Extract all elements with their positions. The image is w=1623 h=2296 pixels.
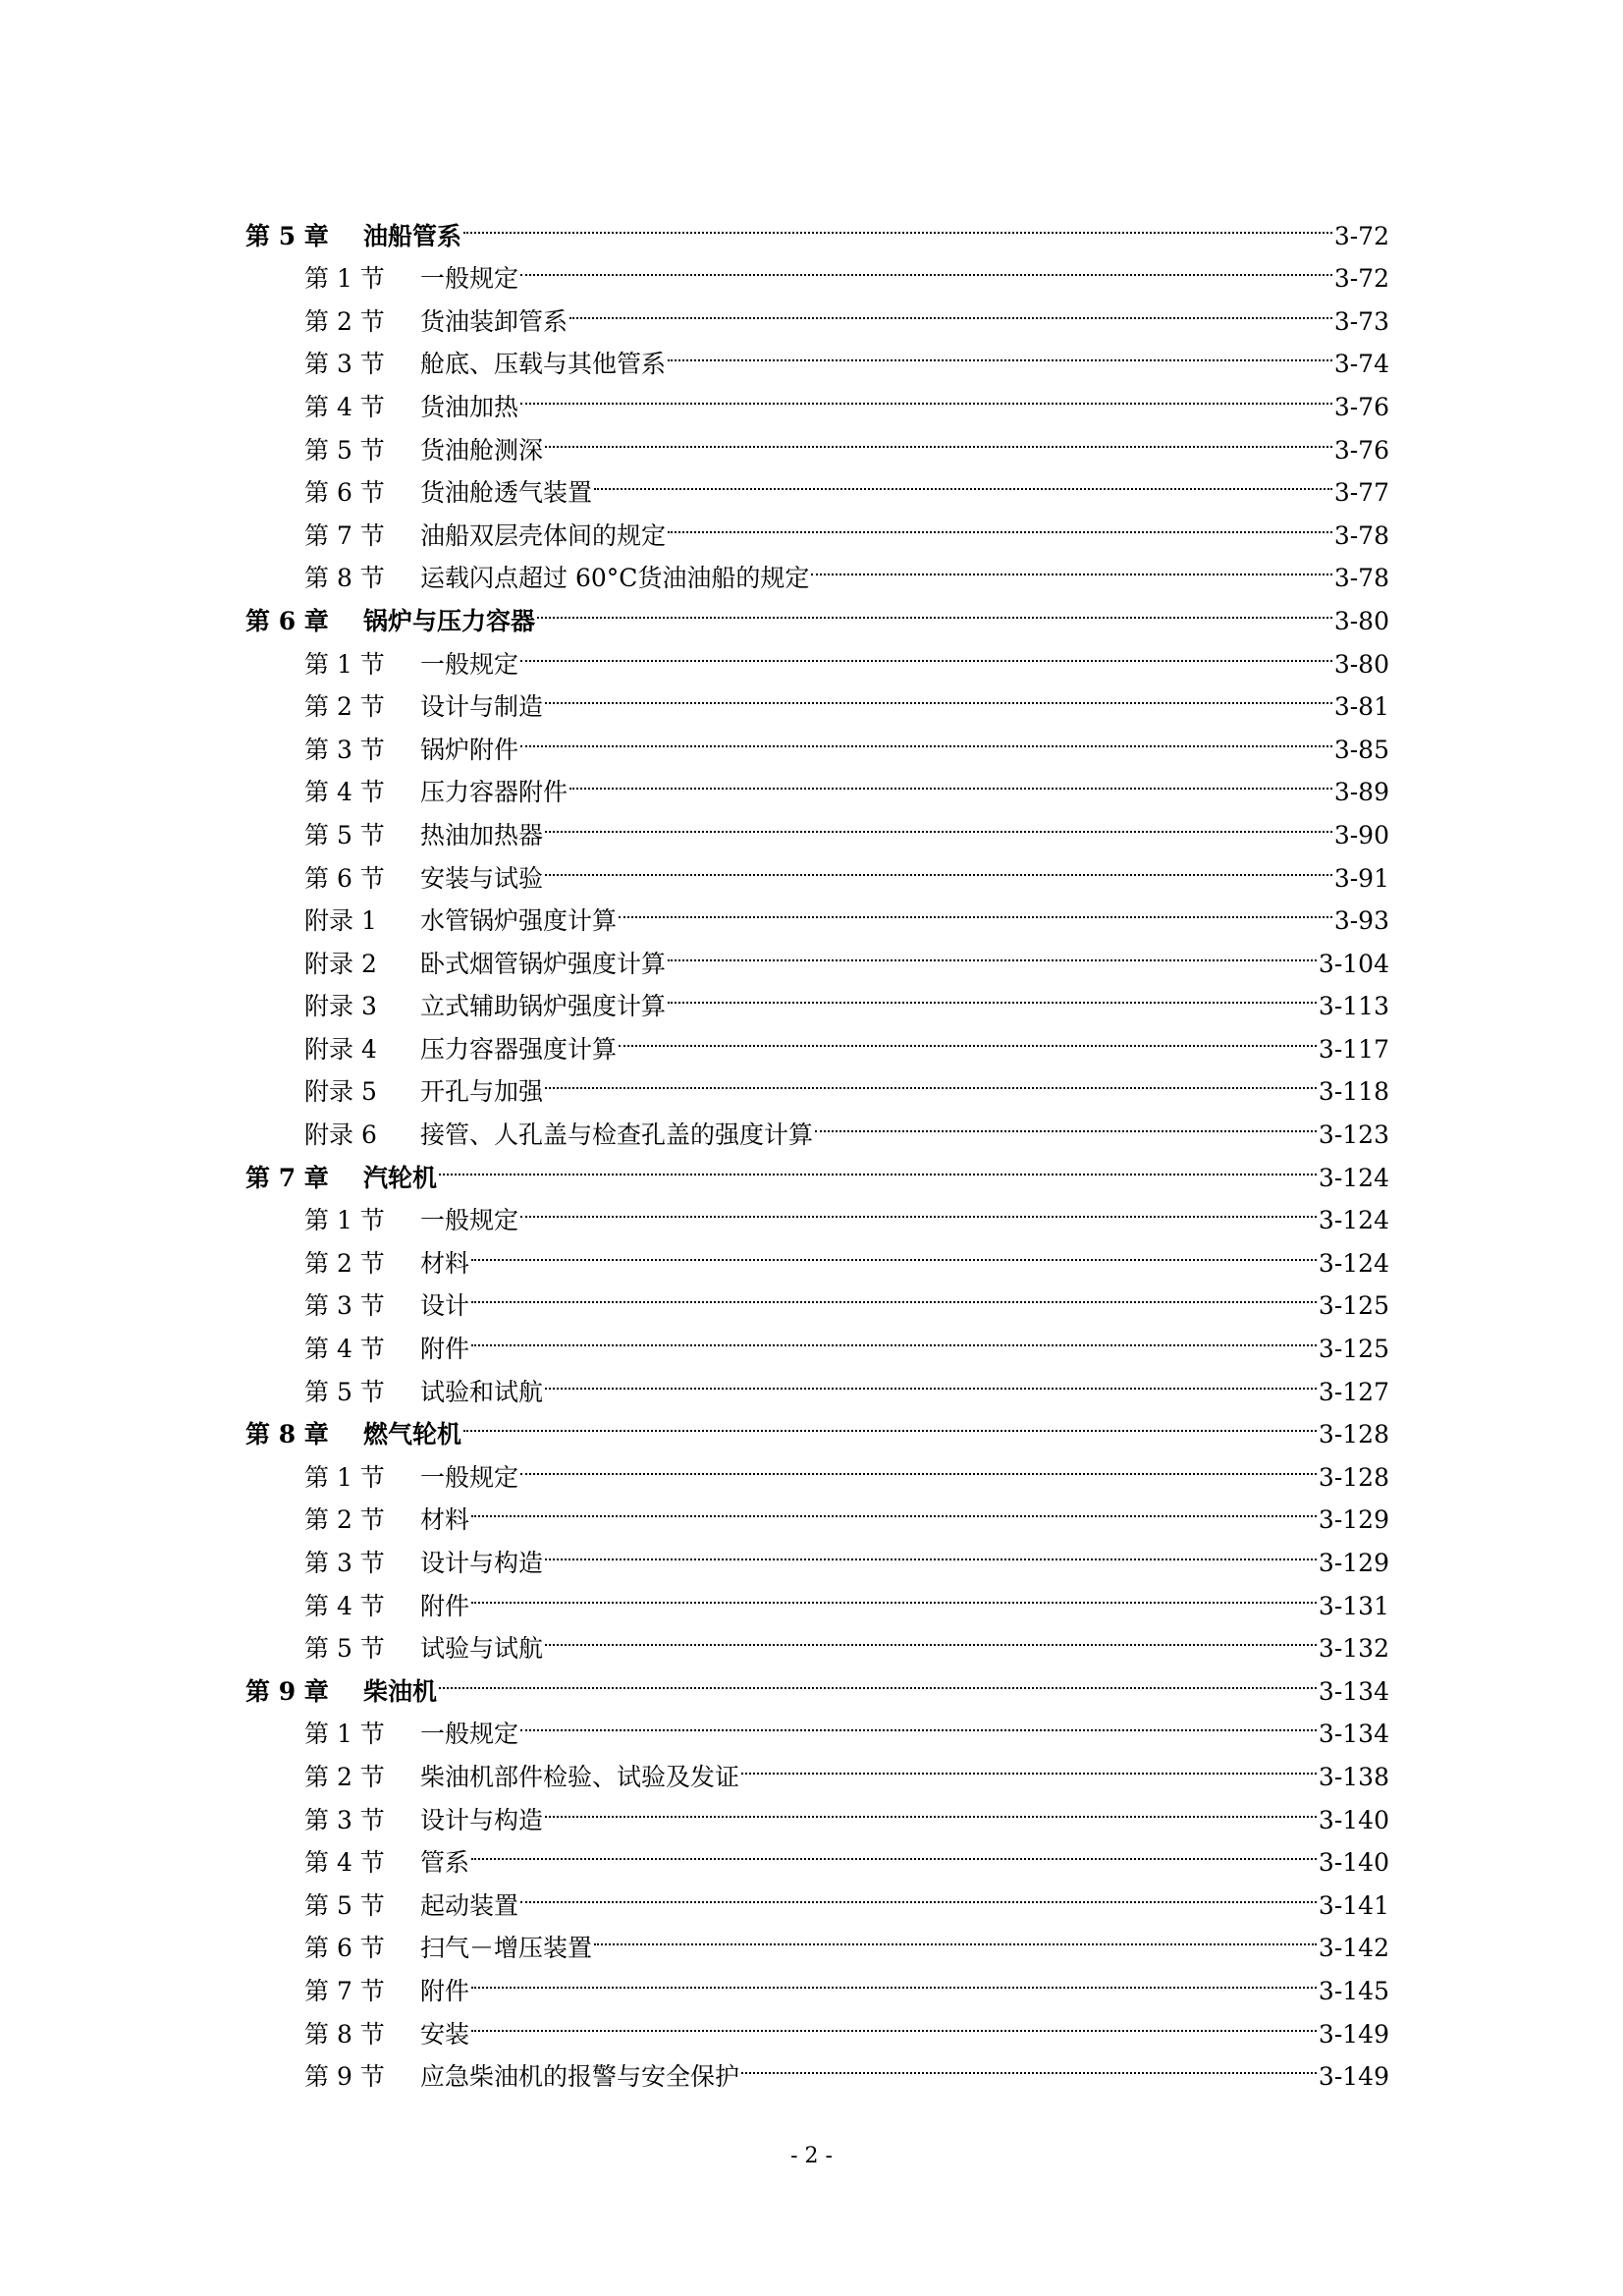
entry-title: 燃气轮机 — [363, 1420, 462, 1449]
entry-page-number: 3-80 — [1333, 649, 1389, 679]
dot-leader — [463, 1400, 1317, 1444]
table-of-contents — [245, 201, 1389, 2092]
entry-title: 柴油机部件检验、试验及发证 — [420, 1762, 740, 1791]
entry-title: 附件 — [420, 1976, 470, 2005]
entry-page-number: 3-125 — [1318, 1335, 1389, 1364]
entry-number: 附录 3 — [304, 992, 377, 1021]
entry-number: 第 8 章 — [245, 1420, 329, 1449]
dot-leader — [815, 1100, 1317, 1143]
dot-leader — [471, 1486, 1317, 1529]
entry-page-number: 3-72 — [1333, 221, 1389, 250]
entry-number: 第 1 节 — [304, 264, 385, 294]
entry-page-number: 3-132 — [1318, 1634, 1389, 1664]
entry-page-number: 3-149 — [1318, 2062, 1389, 2092]
entry-title: 一般规定 — [420, 649, 519, 679]
entry-page-number: 3-113 — [1318, 992, 1389, 1021]
entry-number: 第 2 节 — [304, 1762, 385, 1791]
dot-leader — [545, 1614, 1317, 1658]
entry-title: 货油舱测深 — [420, 435, 544, 465]
entry-number: 第 8 节 — [304, 2019, 385, 2049]
entry-title: 开孔与加强 — [420, 1077, 544, 1107]
dot-leader — [545, 1785, 1317, 1829]
entry-title: 水管锅炉强度计算 — [420, 906, 618, 936]
entry-page-number: 3-91 — [1333, 863, 1389, 893]
entry-page-number: 3-93 — [1333, 906, 1389, 936]
dot-leader — [520, 245, 1332, 288]
entry-title: 货油加热 — [420, 392, 519, 421]
entry-title: 一般规定 — [420, 1720, 519, 1749]
dot-leader — [520, 715, 1332, 758]
entry-title: 汽轮机 — [363, 1163, 438, 1192]
dot-leader — [439, 1143, 1317, 1186]
entry-number: 第 6 节 — [304, 1934, 385, 1963]
dot-leader — [594, 1914, 1317, 1957]
entry-number: 第 3 节 — [304, 350, 385, 379]
entry-page-number: 3-72 — [1333, 264, 1389, 294]
entry-number: 第 5 章 — [245, 221, 329, 250]
entry-number: 第 5 节 — [304, 1634, 385, 1664]
dot-leader — [594, 459, 1332, 502]
entry-page-number: 3-81 — [1333, 692, 1389, 722]
dot-leader — [668, 972, 1317, 1015]
entry-title: 设计 — [420, 1291, 470, 1321]
entry-page-number: 3-118 — [1318, 1077, 1389, 1107]
dot-leader — [471, 1229, 1317, 1272]
dot-leader — [545, 673, 1332, 716]
entry-page-number: 3-76 — [1333, 435, 1389, 465]
entry-page-number: 3-78 — [1333, 520, 1389, 550]
entry-title: 锅炉附件 — [420, 735, 519, 764]
dot-leader — [569, 758, 1332, 801]
entry-title: 压力容器附件 — [420, 778, 568, 807]
entry-number: 附录 1 — [304, 906, 377, 936]
entry-number: 第 5 节 — [304, 820, 385, 849]
dot-leader — [463, 201, 1332, 245]
dot-leader — [545, 844, 1332, 887]
entry-number: 第 2 节 — [304, 1248, 385, 1278]
entry-page-number: 3-124 — [1318, 1248, 1389, 1278]
entry-number: 第 1 节 — [304, 1206, 385, 1235]
entry-number: 第 2 节 — [304, 306, 385, 336]
dot-leader — [520, 1700, 1317, 1743]
dot-leader — [471, 1571, 1317, 1614]
dot-leader — [520, 1186, 1317, 1230]
dot-leader — [668, 330, 1332, 373]
entry-number: 第 1 节 — [304, 649, 385, 679]
toc-chapter-entry[interactable] — [245, 201, 1389, 250]
entry-title: 材料 — [420, 1248, 470, 1278]
entry-page-number: 3-140 — [1318, 1848, 1389, 1878]
entry-number: 第 6 节 — [304, 478, 385, 508]
entry-number: 第 8 节 — [304, 564, 385, 593]
entry-page-number: 3-123 — [1318, 1121, 1389, 1150]
dot-leader — [668, 929, 1317, 972]
entry-page-number: 3-90 — [1333, 820, 1389, 849]
entry-page-number: 3-128 — [1318, 1420, 1389, 1449]
entry-number: 第 6 章 — [245, 606, 329, 635]
dot-leader — [545, 1528, 1317, 1571]
dot-leader — [471, 1829, 1317, 1872]
dot-leader — [811, 544, 1331, 587]
entry-page-number: 3-128 — [1318, 1462, 1389, 1492]
entry-title: 附件 — [420, 1335, 470, 1364]
dot-leader — [545, 800, 1332, 844]
entry-number: 第 7 节 — [304, 520, 385, 550]
entry-page-number: 3-89 — [1333, 778, 1389, 807]
entry-number: 第 9 节 — [304, 2062, 385, 2092]
entry-title: 一般规定 — [420, 1462, 519, 1492]
dot-leader — [545, 1058, 1317, 1101]
entry-number: 第 1 节 — [304, 1462, 385, 1492]
dot-leader — [619, 1014, 1317, 1058]
entry-page-number: 3-124 — [1318, 1163, 1389, 1192]
dot-leader — [741, 2043, 1317, 2086]
entry-title: 油船管系 — [363, 221, 462, 250]
entry-title: 货油舱透气装置 — [420, 478, 593, 508]
entry-page-number: 3-74 — [1333, 350, 1389, 379]
entry-number: 附录 5 — [304, 1077, 377, 1107]
entry-page-number: 3-124 — [1318, 1206, 1389, 1235]
dot-leader — [545, 1357, 1317, 1400]
entry-title: 材料 — [420, 1505, 470, 1535]
dot-leader — [668, 501, 1332, 544]
entry-number: 第 7 节 — [304, 1976, 385, 2005]
entry-title: 一般规定 — [420, 264, 519, 294]
entry-title: 卧式烟管锅炉强度计算 — [420, 949, 667, 978]
entry-page-number: 3-149 — [1318, 2019, 1389, 2049]
entry-title: 试验和试航 — [420, 1377, 544, 1406]
entry-page-number: 3-129 — [1318, 1549, 1389, 1577]
entry-number: 第 5 节 — [304, 1377, 385, 1406]
entry-number: 第 4 节 — [304, 392, 385, 421]
entry-number: 第 1 节 — [304, 1720, 385, 1749]
entry-number: 第 4 节 — [304, 1591, 385, 1620]
entry-number: 第 7 章 — [245, 1163, 329, 1192]
entry-title: 舱底、压载与其他管系 — [420, 350, 667, 379]
dot-leader — [520, 1871, 1317, 1914]
dot-leader — [471, 1956, 1317, 1999]
entry-page-number: 3-73 — [1333, 306, 1389, 336]
entry-page-number: 3-134 — [1318, 1720, 1389, 1749]
entry-title: 管系 — [420, 1848, 470, 1878]
entry-title: 一般规定 — [420, 1206, 519, 1235]
entry-title: 压力容器强度计算 — [420, 1034, 618, 1064]
dot-leader — [520, 629, 1332, 673]
dot-leader — [439, 1657, 1317, 1700]
entry-number: 第 2 节 — [304, 1505, 385, 1535]
entry-title: 设计与构造 — [420, 1805, 544, 1834]
entry-page-number: 3-104 — [1318, 949, 1389, 978]
entry-number: 第 3 节 — [304, 1805, 385, 1834]
entry-number: 第 4 节 — [304, 1335, 385, 1364]
entry-title: 设计与制造 — [420, 692, 544, 722]
dot-leader — [619, 887, 1332, 930]
entry-title: 热油加热器 — [420, 820, 544, 849]
entry-title: 立式辅助锅炉强度计算 — [420, 992, 667, 1021]
entry-title: 锅炉与压力容器 — [363, 606, 536, 635]
entry-page-number: 3-80 — [1333, 606, 1389, 635]
entry-number: 第 5 节 — [304, 1890, 385, 1920]
entry-title: 接管、人孔盖与检查孔盖的强度计算 — [420, 1121, 814, 1150]
entry-title: 应急柴油机的报警与安全保护 — [420, 2062, 740, 2092]
dot-leader — [537, 586, 1332, 629]
dot-leader — [569, 287, 1332, 330]
entry-number: 第 9 章 — [245, 1676, 329, 1706]
entry-number: 第 2 节 — [304, 692, 385, 722]
entry-title: 货油装卸管系 — [420, 306, 568, 336]
dot-leader — [471, 1314, 1317, 1357]
entry-title: 安装 — [420, 2019, 470, 2049]
entry-number: 第 3 节 — [304, 735, 385, 764]
entry-title: 柴油机 — [363, 1676, 438, 1706]
entry-page-number: 3-134 — [1318, 1676, 1389, 1706]
entry-page-number: 3-76 — [1333, 392, 1389, 421]
entry-page-number: 3-141 — [1318, 1890, 1389, 1920]
page-number: - 2 - — [790, 2144, 833, 2168]
entry-page-number: 3-131 — [1318, 1591, 1389, 1620]
dot-leader — [471, 1999, 1317, 2043]
entry-page-number: 3-140 — [1318, 1805, 1389, 1834]
entry-page-number: 3-142 — [1318, 1934, 1389, 1963]
entry-number: 附录 6 — [304, 1121, 377, 1150]
entry-title: 附件 — [420, 1591, 470, 1620]
entry-title: 扫气－增压装置 — [420, 1934, 593, 1963]
entry-title: 运载闪点超过 60°C货油油船的规定 — [420, 564, 810, 593]
entry-number: 第 3 节 — [304, 1549, 385, 1577]
dot-leader — [545, 415, 1332, 459]
entry-number: 第 4 节 — [304, 778, 385, 807]
entry-number: 第 6 节 — [304, 863, 385, 893]
dot-leader — [520, 372, 1332, 415]
entry-title: 设计与构造 — [420, 1549, 544, 1577]
entry-page-number: 3-125 — [1318, 1291, 1389, 1321]
entry-title: 起动装置 — [420, 1890, 519, 1920]
entry-page-number: 3-77 — [1333, 478, 1389, 508]
entry-page-number: 3-138 — [1318, 1762, 1389, 1791]
entry-page-number: 3-117 — [1318, 1034, 1389, 1064]
entry-title: 油船双层壳体间的规定 — [420, 520, 667, 550]
entry-number: 第 5 节 — [304, 435, 385, 465]
entry-page-number: 3-129 — [1318, 1505, 1389, 1535]
entry-page-number: 3-145 — [1318, 1976, 1389, 2005]
entry-page-number: 3-127 — [1318, 1377, 1389, 1406]
entry-title: 试验与试航 — [420, 1634, 544, 1664]
entry-number: 第 4 节 — [304, 1848, 385, 1878]
dot-leader — [741, 1742, 1317, 1785]
entry-number: 附录 2 — [304, 949, 377, 978]
entry-title: 安装与试验 — [420, 863, 544, 893]
entry-page-number: 3-78 — [1333, 564, 1389, 593]
dot-leader — [520, 1443, 1317, 1486]
entry-number: 第 3 节 — [304, 1291, 385, 1321]
entry-number: 附录 4 — [304, 1034, 377, 1064]
entry-page-number: 3-85 — [1333, 735, 1389, 764]
dot-leader — [471, 1272, 1317, 1315]
